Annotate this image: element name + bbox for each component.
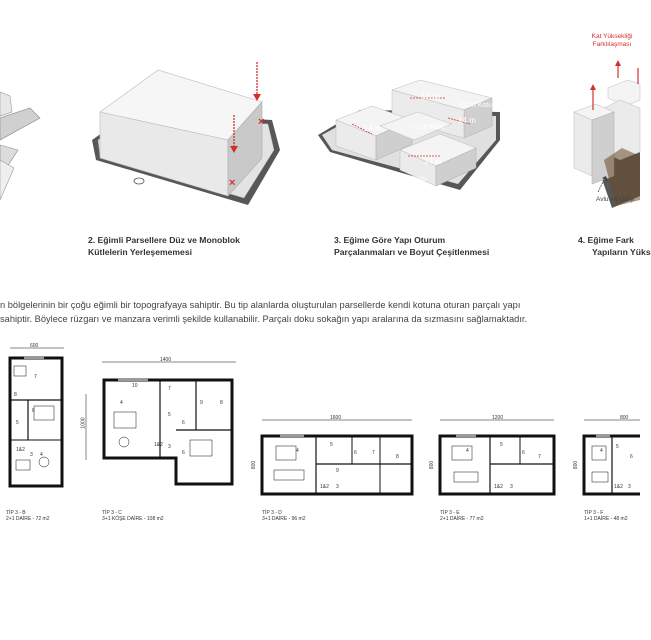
plan-c-room: 8 [220,400,223,406]
plan-e-caption [440,510,484,522]
plan-c-room: 5 [168,412,171,418]
diagram-1 [0,92,40,200]
plan-d-room: 9 [336,468,339,474]
floor-plans [0,340,640,520]
plan-e-room: 6 [522,450,525,456]
d4-entry-label: Avlu Alt Girişi [596,196,635,203]
plan-b-room: 4 [40,452,43,458]
d3-label-14m-bottom: 14 m [424,157,442,166]
plan-d-room: 3 [336,484,339,490]
massing-diagrams [0,0,640,210]
d3-kot-300: +3.00 Kotu [410,124,445,131]
plan-f-room: 6 [630,454,633,460]
plan-d-dim-side: 800 [251,460,258,470]
plan-d-dim-top: 1600 [330,415,342,421]
plan-d-desc: 3+1 DAİRE - 96 m2 [262,516,306,522]
plan-f-room: 4 [600,448,603,454]
plan-c-dim-side: 1000 [80,417,87,429]
d4-caption [578,234,651,258]
plan-b-room: 6 [32,408,35,414]
plan-f-room: 1&2 [614,484,623,490]
plan-c-room: 4 [120,400,123,406]
d3-kot-600: +6.00 Kotu [458,102,493,109]
paragraph-line1: n bölgelerinin bir çoğu eğimli bir topografyaya sahiptir. Bu tip alanlarda oluşturulan parsellerde kendi kotuna oturan parçalı yapı [0,300,521,310]
plan-e-room: 4 [466,448,469,454]
plan-c-type: TİP 3 - C [102,510,122,516]
plan-b-room: 1&2 [16,447,25,453]
plan-d-caption [262,510,306,522]
plan-b-dim-top: 600 [30,343,39,349]
plan-b-desc: 2+1 DAİRE - 72 m2 [6,516,50,522]
plan-e-desc: 2+1 DAİRE - 77 m2 [440,516,484,522]
d3-label-12m: 12 m [421,92,439,101]
d3-label-14m-left: 14 m [364,124,382,133]
diagram-2 [92,62,280,205]
plan-c-caption [102,510,164,522]
plan-d-room: 8 [396,454,399,460]
d2-caption [88,234,240,258]
d3-caption-line2: Parçalanmaları ve Boyut Çeşitlenmesi [334,247,490,257]
d3-caption [334,234,489,258]
plan-c-desc: 3+1 KÖŞE DAİRE - 108 m2 [102,516,164,522]
plan-b-room: 3 [30,452,33,458]
plan-c-room: 6 [182,420,185,426]
diagram-4 [574,60,640,208]
paragraph-line2: sahiptir. Böylece rüzgarı ve manzara verimli şekilde kullanabilir. Parçalı doku sokağın yapı aralarına da sızmasını sağlamaktadır. [0,314,528,324]
svg-text:×: × [258,116,265,128]
diagram-3 [318,80,500,190]
plan-f-dim-side: 800 [573,460,580,470]
plan-b-room: 7 [34,374,37,380]
plan-c [86,362,236,484]
plan-e-dim-top: 1200 [492,415,504,421]
plan-c-dim-top: 1400 [160,357,172,363]
plan-b-type: TİP 3 - B [6,510,26,516]
plan-b-room: 5 [16,420,19,426]
plan-b-caption [6,510,50,522]
plan-e-room: 5 [500,442,503,448]
d4-note-line2: Farklılaşması [592,41,632,48]
d3-caption-line1: 3. Eğime Göre Yapı Oturum [334,235,446,245]
plan-e-dim-side: 800 [429,460,436,470]
plan-d [262,420,412,494]
plan-f-room: 5 [616,444,619,450]
plan-b [10,348,64,486]
plan-f-type: TİP 3 - F [584,510,604,516]
plan-d-room: 1&2 [320,484,329,490]
plan-b-room: 8 [14,392,17,398]
plan-c-room: 10 [132,383,138,389]
d4-caption-line2: Yapıların Yüks [592,247,651,257]
plan-d-room: 6 [354,450,357,456]
plan-f-room: 3 [628,484,631,490]
plan-c-room: 3 [168,444,171,450]
svg-text:×: × [229,177,236,189]
plan-c-room: 9 [200,400,203,406]
plan-d-room: 4 [296,448,299,454]
description-paragraph [0,298,640,326]
plan-c-room: 1&2 [154,442,163,448]
plan-d-type: TİP 3 - D [262,510,282,516]
plan-c-room: 7 [168,386,171,392]
d2-caption-line1: 2. Eğimli Parsellere Düz ve Monoblok [88,235,240,245]
plan-f-dim-top: 800 [620,415,629,421]
d4-caption-line1: 4. Eğime Fark [578,235,634,245]
plan-f-caption [584,510,628,522]
plan-f-desc: 1+1 DAİRE - 48 m2 [584,516,628,522]
d3-label-14m-right: 14 m [458,116,476,125]
plan-e [440,420,554,494]
plan-d-room: 7 [372,450,375,456]
plan-e-type: TİP 3 - E [440,510,460,516]
plan-d-room: 5 [330,442,333,448]
plan-e-room: 3 [510,484,513,490]
d4-note-line1: Kat Yüksekliği [591,33,633,40]
plan-c-room: 6 [182,450,185,456]
plan-e-room: 1&2 [494,484,503,490]
plan-e-room: 7 [538,454,541,460]
d4-note [584,33,640,49]
d3-kot-000: 0.00 Kotu [397,176,427,183]
d2-caption-line2: Kütlelerin Yerleşememesi [88,247,192,257]
